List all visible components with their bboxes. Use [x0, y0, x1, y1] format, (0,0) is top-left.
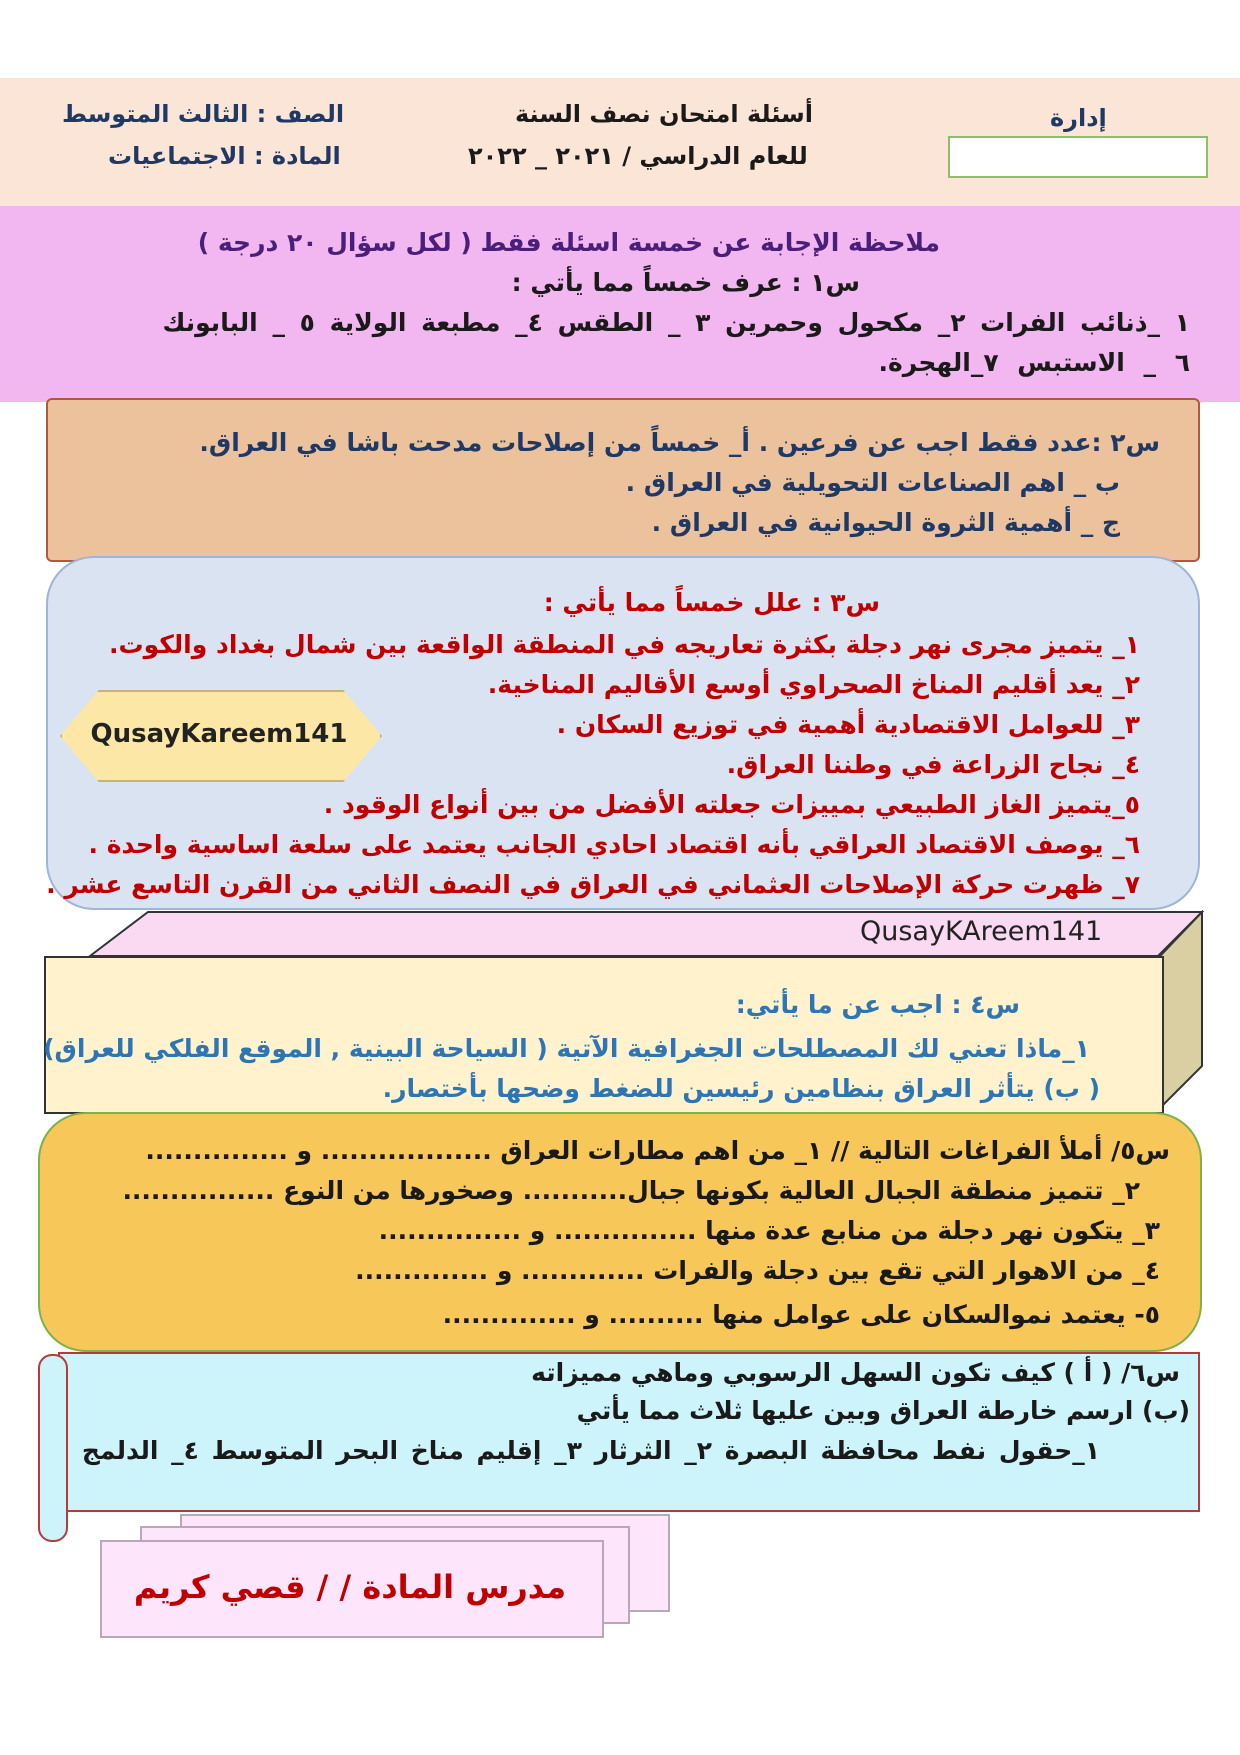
q3-item-3: ٣_ للعوامل الاقتصادية أهمية في توزيع السكان .	[556, 710, 1140, 739]
q1-title: س١ : عرف خمساً مما يأتي :	[511, 268, 860, 297]
q6-line2: (ب) ارسم خارطة العراق وبين عليها ثلاث مما يأتي	[576, 1396, 1190, 1425]
administration-label: إدارة	[1050, 104, 1107, 132]
q5-line4: ٤_ من الاهوار التي تقع بين دجلة والفرات ............. و ..............	[355, 1256, 1160, 1285]
q1-terms-line2: ٦ _ الاستبس ٧_الهجرة.	[878, 348, 1190, 377]
q2-line3: ج _ أهمية الثروة الحيوانية في العراق .	[651, 508, 1120, 537]
q4-line2: ( ب) يتأثر العراق بنظامين رئيسين للضغط وضحها بأختصار.	[382, 1074, 1100, 1103]
q6-scroll-curl	[38, 1354, 68, 1542]
q5-line1: س٥/ أملأ الفراغات التالية // ١_ من اهم مطارات العراق .................. و ...............	[145, 1136, 1170, 1165]
q1-note: ملاحظة الإجابة عن خمسة اسئلة فقط ( لكل سؤال ٢٠ درجة )	[197, 228, 940, 257]
q4-box-side	[1158, 910, 1204, 1110]
author-badge-text: QusayKareem141	[90, 719, 348, 749]
q5-line5: ٥- يعتمد نموالسكان على عوامل منها .......... و ..............	[442, 1300, 1160, 1329]
q3-item-2: ٢_ يعد أقليم المناخ الصحراوي أوسع الأقاليم المناخية.	[487, 670, 1140, 699]
q5-line2: ٢_ تتميز منطقة الجبال العالية بكونها جبال........... وصخورها من النوع ................	[122, 1176, 1140, 1205]
q3-item-4: ٤_ نجاح الزراعة في وطننا العراق.	[726, 750, 1140, 779]
q6-line3: ١_حقول نفط محافظة البصرة ٢_ الثرثار ٣_ إقليم مناخ البحر المتوسط ٤_ الدلمج	[81, 1436, 1100, 1465]
exam-title: أسئلة امتحان نصف السنة	[515, 100, 813, 128]
q5-line3: ٣_ يتكون نهر دجلة من منابع عدة منها ............... و ...............	[378, 1216, 1160, 1245]
teacher-signature: مدرس المادة / / قصي كريم	[133, 1568, 567, 1606]
q1-terms-line1: ١ _ذنائب الفرات ٢_ مكحول وحمرين ٣ _ الطقس ٤_ مطبعة الولاية ٥ _ البابونك	[162, 308, 1190, 337]
grade-label: الصف : الثالث المتوسط	[62, 100, 345, 128]
q2-line2: ب _ اهم الصناعات التحويلية في العراق .	[625, 468, 1120, 497]
q4-watermark: QusayKAreem141	[860, 916, 1103, 947]
academic-year: للعام الدراسي / ٢٠٢١ _ ٢٠٢٢	[468, 142, 808, 170]
q3-title: س٣ : علل خمساً مما يأتي :	[543, 588, 880, 617]
q2-line1: س٢ :عدد فقط اجب عن فرعين . أ_ خمساً من إصلاحات مدحت باشا في العراق.	[199, 428, 1160, 457]
administration-name-field[interactable]	[948, 136, 1208, 178]
subject-label: المادة : الاجتماعيات	[108, 142, 341, 170]
q3-item-5: ٥_يتميز الغاز الطبيعي بمييزات جعلته الأفضل من بين أنواع الوقود .	[323, 790, 1140, 819]
q3-item-1: ١_ يتميز مجرى نهر دجلة بكثرة تعاريجه في المنطقة الواقعة بين شمال بغداد والكوت.	[108, 630, 1140, 659]
q3-item-7: ٧_ ظهرت حركة الإصلاحات العثماني في العراق في النصف الثاني من القرن التاسع عشر .	[46, 870, 1140, 899]
q4-line1: ١_ماذا تعني لك المصطلحات الجغرافية الآتية ( السياحة البينية , الموقع الفلكي للعراق)	[43, 1034, 1090, 1063]
q4-title: س٤ : اجب عن ما يأتي:	[735, 990, 1020, 1019]
q6-line1: س٦/ ( أ ) كيف تكون السهل الرسوبي وماهي مميزاته	[531, 1358, 1180, 1387]
q3-item-6: ٦_ يوصف الاقتصاد العراقي بأنه اقتصاد احادي الجانب يعتمد على سلعة اساسية واحدة .	[88, 830, 1140, 859]
